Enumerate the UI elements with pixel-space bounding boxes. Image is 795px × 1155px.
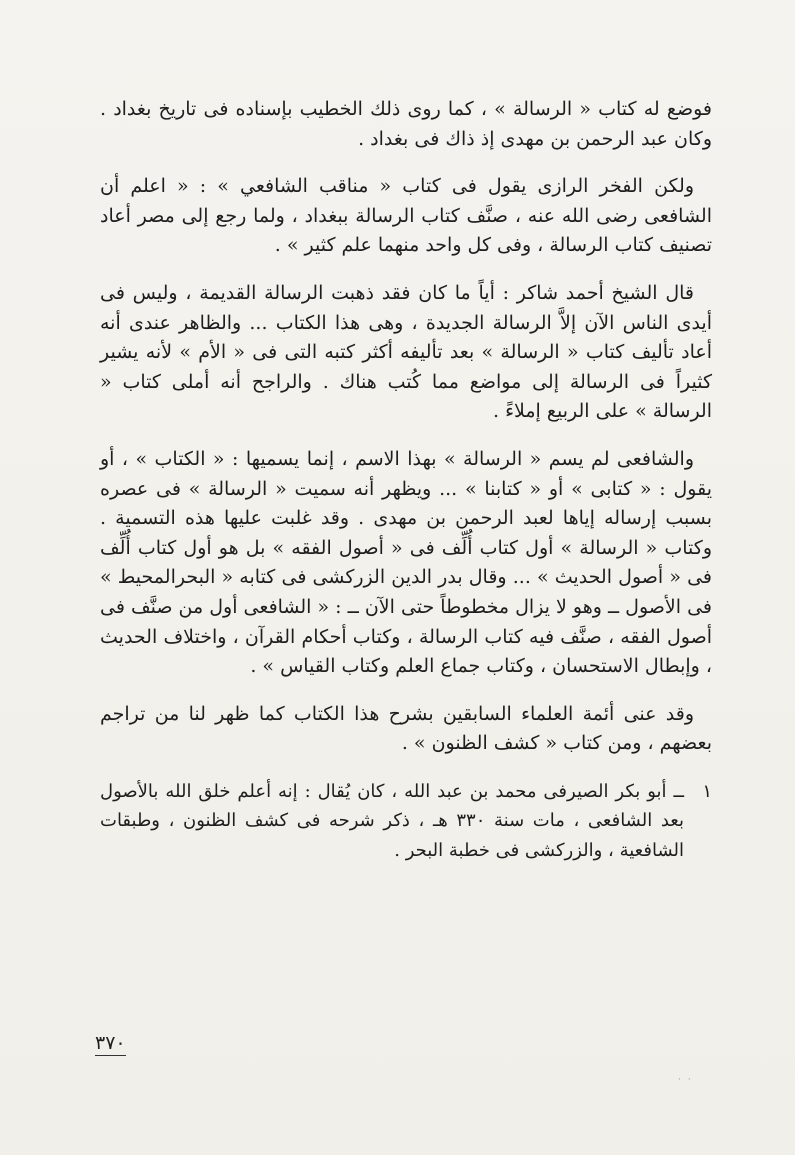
footnote-text: ــ أبو بكر الصيرفى محمد بن عبد الله ، كان يُقال : إنه أعلم خلق الله بالأصول بعد الشافعى ، مات سنة ٣٣٠ هـ ، ذكر شرحه فى كشف الظنون ، وطبقات الشافعية ، والزركشى فى خطبة البحر .	[100, 780, 684, 862]
paragraph-4: والشافعى لم يسم « الرسالة » بهذا الاسم ، إنما يسميها : « الكتاب » ، أو يقول : « كتابى » أو « كتابنا » ... ويظهر أنه سميت « الرسالة » فى عصره بسبب إرساله إياها لعبد الرحمن بن مهدى . وقد غلبت عليها هذه التسمية . وكتاب « الرسالة » أول كتاب أُلِّف فى « أصول الفقه » بل هو أول كتاب أُلِّف فى « أصول الحديث » ... وقال بدر الدين الزركشى فى كتابه « البحرالمحيط » فى الأصول ــ وهو لا يزال مخطوطاً حتى الآن ــ : « الشافعى أول من صنَّف فى أصول الفقه ، صنَّف فيه كتاب الرسالة ، وكتاب أحكام القرآن ، واختلاف الحديث ، وإبطال الاستحسان ، وكتاب جماع العلم وكتاب القياس » .	[100, 447, 712, 678]
page-number: ٣٧٠	[95, 1032, 126, 1054]
paragraph-1: فوضع له كتاب « الرسالة » ، كما روى ذلك الخطيب بإسناده فى تاريخ بغداد . وكان عبد الرحمن بن مهدى إذ ذاك فى بغداد .	[100, 98, 712, 150]
footnote	[100, 777, 712, 866]
body-text	[100, 95, 712, 866]
paragraph-2: ولكن الفخر الرازى يقول فى كتاب « مناقب الشافعي » : « اعلم أن الشافعى رضى الله عنه ، صنَّف كتاب الرسالة ببغداد ، ولما رجع إلى مصر أعاد تصنيف كتاب الرسالة ، وفى كل واحد منهما علم كثير » .	[100, 175, 712, 257]
scan-speck: · ·	[678, 1075, 693, 1085]
footnote-number: ١	[702, 780, 712, 802]
paragraph-3: قال الشيخ أحمد شاكر : أياً ما كان فقد ذهبت الرسالة القديمة ، وليس فى أيدى الناس الآن إلاَّ الرسالة الجديدة ، وهى هذا الكتاب ... والظاهر عندى أنه أعاد تأليف كتاب « الرسالة » بعد تأليفه أكثر كتبه التى فى « الأم » لأنه يشير كثيراً فى الرسالة إلى مواضع مما كُتب هناك . والراجح أنه أملى كتاب « الرسالة » على الربيع إملاءً .	[100, 281, 712, 423]
paragraph-5: وقد عنى أئمة العلماء السابقين بشرح هذا الكتاب كما ظهر لنا من تراجم بعضهم ، ومن كتاب « كشف الظنون » .	[100, 702, 712, 755]
